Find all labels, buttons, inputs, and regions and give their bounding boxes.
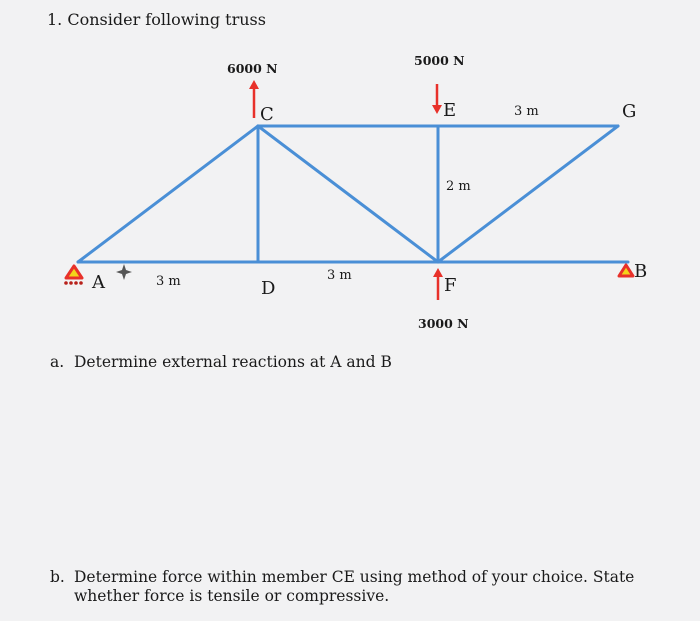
part-b-label: b. — [50, 568, 65, 586]
node-label-C: C — [260, 104, 274, 125]
pin-support-icon — [64, 266, 83, 285]
dimension-AD: 3 m — [156, 274, 181, 289]
question-part-a — [50, 353, 392, 372]
arrow-up-icon — [433, 268, 443, 300]
load-label-E: 5000 N — [414, 53, 465, 68]
node-label-E: E — [443, 100, 457, 121]
dimension-EG: 3 m — [514, 104, 539, 119]
arrow-up-icon — [249, 80, 259, 118]
member-CF — [258, 126, 438, 262]
node-label-A: A — [92, 272, 105, 293]
node-label-B: B — [634, 261, 648, 282]
node-label-F: F — [444, 275, 457, 296]
node-label-G: G — [622, 101, 637, 122]
question-title: 1. Consider following truss — [47, 10, 266, 29]
member-FG — [438, 126, 618, 262]
load-label-C: 6000 N — [227, 61, 278, 76]
question-part-b — [50, 568, 675, 606]
roller-support-icon — [619, 265, 633, 276]
arrow-down-icon — [432, 84, 442, 114]
load-label-F: 3000 N — [418, 316, 469, 331]
part-a-label: a. — [50, 353, 65, 371]
dimension-EF: 2 m — [446, 179, 471, 194]
dimension-DF: 3 m — [327, 268, 352, 283]
sparkle-icon — [116, 264, 132, 280]
node-label-D: D — [261, 278, 276, 299]
part-b-text: Determine force within member CE using method of your choice. State whether force is tensile or compressive. — [74, 568, 635, 605]
part-a-text: Determine external reactions at A and B — [74, 353, 392, 371]
member-AC — [78, 126, 258, 262]
